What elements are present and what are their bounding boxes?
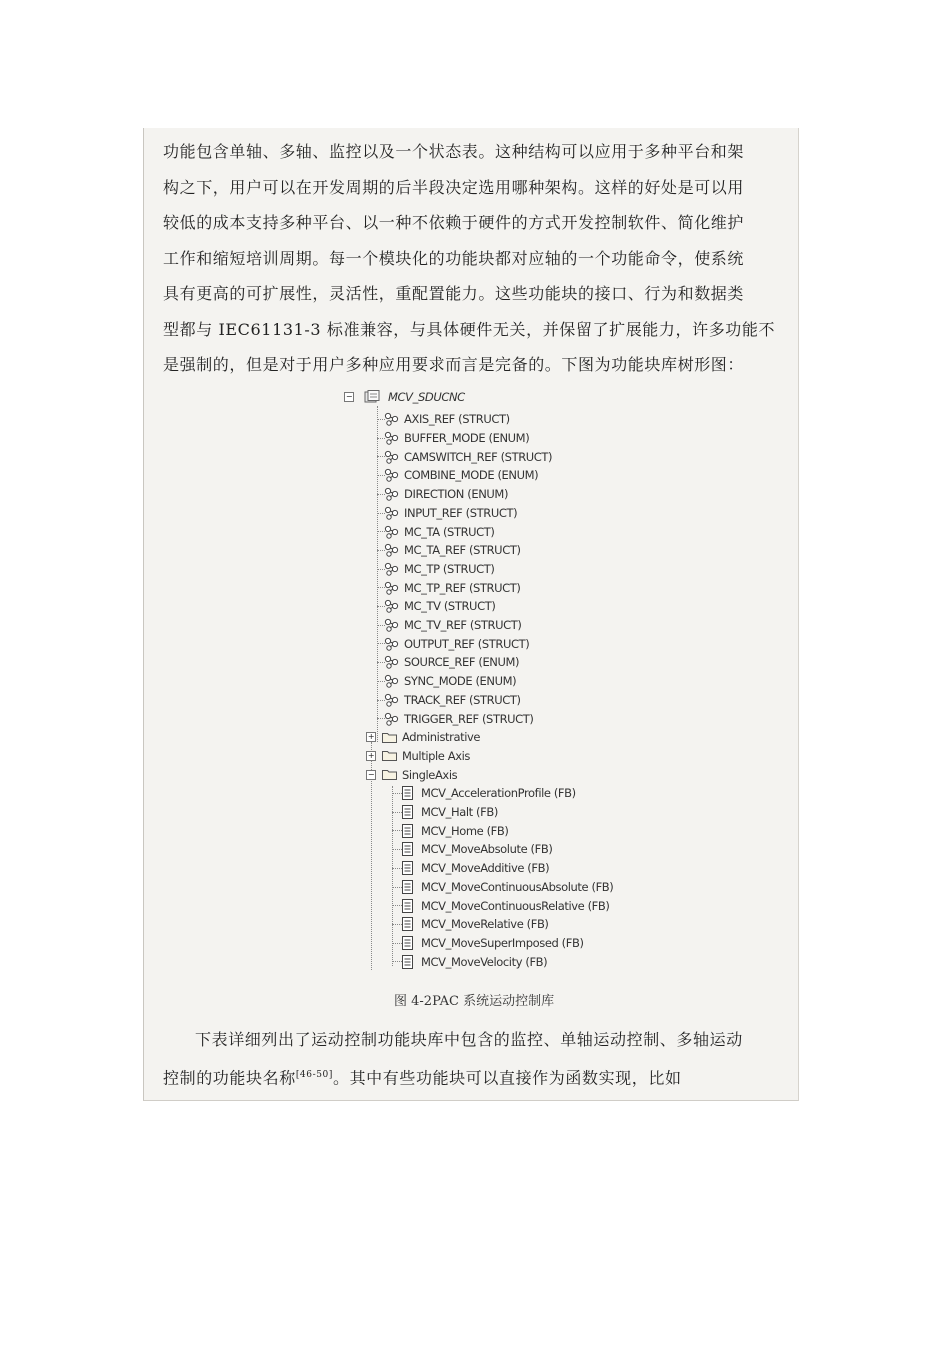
tree-guide-line bbox=[392, 786, 393, 966]
tree-node-type[interactable] bbox=[384, 597, 495, 616]
tree-node-label: MCV_MoveVelocity (FB) bbox=[421, 954, 548, 969]
tree-node-type[interactable] bbox=[384, 560, 494, 579]
tree-node-function-block[interactable] bbox=[402, 878, 613, 897]
tree-node-function-block[interactable] bbox=[402, 934, 584, 953]
tree-branch bbox=[392, 793, 402, 794]
data-type-icon bbox=[384, 487, 400, 501]
tree-node-label: COMBINE_MODE (ENUM) bbox=[404, 468, 539, 483]
tree-folder[interactable] bbox=[366, 747, 470, 766]
collapse-icon[interactable]: − bbox=[345, 392, 353, 401]
paragraph-line: 下表详细列出了运动控制功能块库中包含的监控、单轴运动控制、多轴运动 bbox=[195, 1030, 743, 1049]
data-type-icon bbox=[384, 431, 400, 445]
tree-node-label: SOURCE_REF (ENUM) bbox=[404, 655, 520, 670]
tree-node-label: MC_TA (STRUCT) bbox=[404, 524, 495, 539]
tree-node-label: MC_TP_REF (STRUCT) bbox=[404, 580, 521, 595]
paragraph-line bbox=[163, 1058, 775, 1094]
tree-node-function-block[interactable] bbox=[402, 859, 549, 878]
tree-node-label: MCV_MoveContinuousAbsolute (FB) bbox=[421, 879, 614, 894]
paragraph-line: 具有更高的可扩展性，灵活性，重配置能力。这些功能块的接口、行为和数据类 bbox=[163, 284, 745, 303]
tree-node-type[interactable] bbox=[384, 485, 508, 504]
data-type-icon bbox=[384, 693, 400, 707]
tree-folder[interactable] bbox=[366, 765, 457, 784]
function-block-icon bbox=[402, 842, 413, 856]
tree-node-function-block[interactable] bbox=[402, 952, 547, 971]
function-block-icon bbox=[402, 899, 413, 913]
data-type-icon bbox=[384, 450, 400, 464]
tree-node-label: BUFFER_MODE (ENUM) bbox=[404, 431, 530, 446]
tree-node-label: SYNC_MODE (ENUM) bbox=[404, 674, 517, 689]
tree-branch bbox=[392, 924, 402, 925]
tree-node-type[interactable] bbox=[384, 653, 519, 672]
tree-branch bbox=[392, 849, 402, 850]
paragraph-followup bbox=[163, 1022, 775, 1093]
tree-node-type[interactable] bbox=[384, 522, 495, 541]
tree-node-label: MC_TV_REF (STRUCT) bbox=[404, 618, 522, 633]
citation[interactable]: [46-50] bbox=[295, 1069, 333, 1080]
expand-icon[interactable]: + bbox=[367, 732, 375, 742]
tree-node-type[interactable] bbox=[384, 447, 552, 466]
folder-icon bbox=[382, 750, 397, 761]
tree-node-label: DIRECTION (ENUM) bbox=[404, 487, 509, 502]
tree-node-type[interactable] bbox=[384, 672, 516, 691]
tree-node-label: TRIGGER_REF (STRUCT) bbox=[404, 711, 534, 726]
tree-branch bbox=[392, 830, 402, 831]
tree-root[interactable] bbox=[344, 388, 465, 406]
tree-branch bbox=[392, 961, 402, 962]
function-block-icon bbox=[402, 805, 413, 819]
paragraph-line: 较低的成本支持多种平台、以一种不依赖于硬件的方式开发控制软件、简化维护 bbox=[163, 213, 745, 232]
tree-node-label: MCV_AccelerationProfile (FB) bbox=[421, 786, 576, 801]
tree-node-label: MCV_MoveContinuousRelative (FB) bbox=[421, 898, 610, 913]
tree-node-label: MC_TP (STRUCT) bbox=[404, 561, 495, 576]
function-block-icon bbox=[402, 917, 413, 931]
data-type-icon bbox=[384, 562, 400, 576]
tree-node-type[interactable] bbox=[384, 709, 534, 728]
tree-node-label: MCV_MoveAdditive (FB) bbox=[421, 861, 550, 876]
function-block-icon bbox=[402, 955, 413, 969]
function-block-icon bbox=[402, 824, 413, 838]
tree-node-label: MC_TA_REF (STRUCT) bbox=[404, 543, 521, 558]
function-block-icon bbox=[402, 786, 413, 800]
tree-node-label: MCV_MoveSuperImposed (FB) bbox=[421, 935, 584, 950]
collapse-icon[interactable]: − bbox=[367, 769, 375, 779]
data-type-icon bbox=[384, 674, 400, 688]
paragraph-line: 功能包含单轴、多轴、监控以及一个状态表。这种结构可以应用于多种平台和架 bbox=[163, 142, 745, 161]
data-type-icon bbox=[384, 655, 400, 669]
data-type-icon bbox=[384, 581, 400, 595]
paragraph-line: 工作和缩短培训周期。每一个模块化的功能块都对应轴的一个功能命令，使系统 bbox=[163, 248, 745, 268]
paragraph-line: 构之下，用户可以在开发周期的后半段决定选用哪种架构。这样的好处是可以用 bbox=[163, 177, 745, 197]
tree-node-label: MCV_Home (FB) bbox=[421, 823, 509, 838]
figure-caption: 图 4-2PAC 系统运动控制库 bbox=[394, 994, 555, 1009]
tree-node-type[interactable] bbox=[384, 691, 521, 710]
tree-node-label: MCV_MoveAbsolute (FB) bbox=[421, 842, 553, 857]
tree-node-label: TRACK_REF (STRUCT) bbox=[404, 692, 521, 707]
function-block-icon bbox=[402, 880, 413, 894]
function-block-library-tree bbox=[340, 388, 640, 980]
tree-node-function-block[interactable] bbox=[402, 803, 498, 822]
tree-node-type[interactable] bbox=[384, 429, 529, 448]
tree-folder[interactable] bbox=[366, 728, 480, 747]
data-type-icon bbox=[384, 618, 400, 632]
tree-branch bbox=[392, 868, 402, 869]
paragraph-intro bbox=[163, 134, 775, 383]
paragraph-line: 型都与 IEC61131-3 标准兼容，与具体硬件无关，并保留了扩展能力，许多功能不 bbox=[163, 319, 776, 339]
data-type-icon bbox=[384, 599, 400, 613]
tree-folder-label: Multiple Axis bbox=[402, 748, 470, 763]
paragraph-line: 是强制的，但是对于用户多种应用要求而言是完备的。下图为功能块库树形图： bbox=[163, 355, 745, 374]
tree-branch bbox=[392, 812, 402, 813]
folder-icon bbox=[382, 732, 397, 743]
tree-root-label: MCV_SDUCNC bbox=[388, 390, 465, 404]
tree-node-type[interactable] bbox=[384, 466, 538, 485]
tree-node-type[interactable] bbox=[384, 578, 521, 597]
tree-node-label: CAMSWITCH_REF (STRUCT) bbox=[404, 449, 553, 464]
paragraph-text: 。其中有些功能块可以直接作为函数实现，比如 bbox=[332, 1067, 682, 1087]
data-type-icon bbox=[384, 543, 400, 557]
tree-node-label: AXIS_REF (STRUCT) bbox=[404, 412, 510, 427]
tree-node-function-block[interactable] bbox=[402, 840, 552, 859]
tree-node-label: INPUT_REF (STRUCT) bbox=[404, 505, 518, 520]
data-type-icon bbox=[384, 525, 400, 539]
tree-node-type[interactable] bbox=[384, 504, 517, 523]
function-block-icon bbox=[402, 861, 413, 875]
folder-icon bbox=[382, 769, 397, 780]
tree-node-function-block[interactable] bbox=[402, 821, 508, 840]
tree-node-type[interactable] bbox=[384, 541, 521, 560]
paragraph-text: 控制的功能块名称 bbox=[163, 1067, 296, 1087]
tree-node-type[interactable] bbox=[384, 410, 510, 429]
tree-node-function-block[interactable] bbox=[402, 784, 576, 803]
data-type-icon bbox=[384, 412, 400, 426]
data-type-icon bbox=[384, 637, 400, 651]
tree-node-label: MCV_Halt (FB) bbox=[421, 805, 498, 820]
tree-branch bbox=[392, 887, 402, 888]
tree-folder-label: SingleAxis bbox=[402, 767, 458, 782]
tree-node-function-block[interactable] bbox=[402, 915, 549, 934]
expand-icon[interactable]: + bbox=[367, 750, 375, 760]
data-type-icon bbox=[384, 506, 400, 520]
tree-branch bbox=[392, 905, 402, 906]
function-block-icon bbox=[402, 936, 413, 950]
tree-node-function-block[interactable] bbox=[402, 896, 609, 915]
tree-branch bbox=[392, 943, 402, 944]
data-type-icon bbox=[384, 712, 400, 726]
data-type-icon bbox=[384, 468, 400, 482]
tree-node-label: MC_TV (STRUCT) bbox=[404, 599, 496, 614]
library-icon bbox=[364, 390, 380, 404]
tree-node-type[interactable] bbox=[384, 616, 521, 635]
tree-node-label: MCV_MoveRelative (FB) bbox=[421, 917, 549, 932]
tree-node-type[interactable] bbox=[384, 634, 529, 653]
tree-node-label: OUTPUT_REF (STRUCT) bbox=[404, 636, 530, 651]
tree-folder-label: Administrative bbox=[402, 730, 481, 745]
